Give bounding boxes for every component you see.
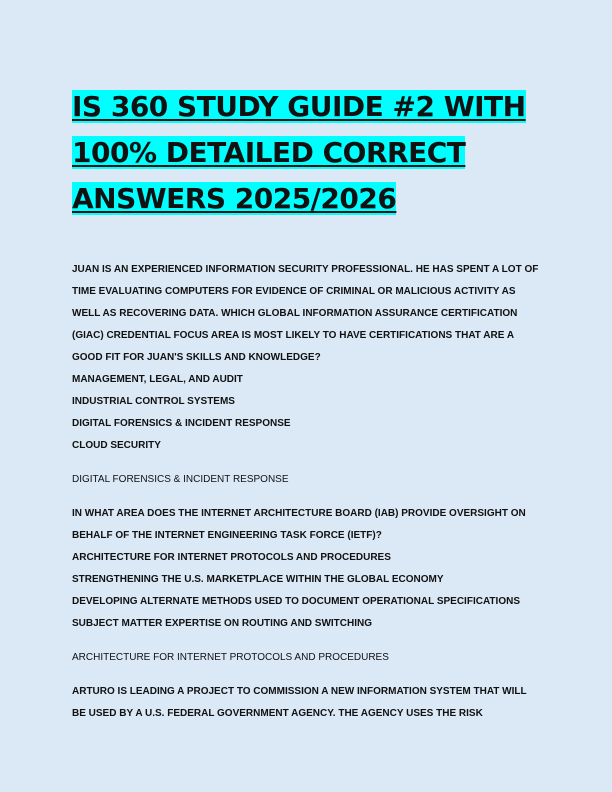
question-text: ARTURO IS LEADING A PROJECT TO COMMISSION A NEW INFORMATION SYSTEM THAT WILL BE USED BY A U.S. FEDERAL GOVERNMENT AGENCY. THE AGENCY USES THE RISK: [72, 686, 527, 719]
document-title: [72, 84, 542, 222]
option-item: INDUSTRIAL CONTROL SYSTEMS: [72, 396, 235, 407]
option-item: DEVELOPING ALTERNATE METHODS USED TO DOCUMENT OPERATIONAL SPECIFICATIONS: [72, 596, 520, 607]
title-line-3: ANSWERS 2025/2026: [72, 182, 397, 215]
title-line-2: 100% DETAILED CORRECT: [72, 136, 466, 169]
option-item: STRENGTHENING THE U.S. MARKETPLACE WITHIN THE GLOBAL ECONOMY: [72, 574, 444, 585]
option-item: CLOUD SECURITY: [72, 440, 161, 451]
question-block-3: [72, 681, 542, 725]
study-content: [72, 259, 542, 725]
answer-text: DIGITAL FORENSICS & INCIDENT RESPONSE: [72, 474, 289, 485]
option-item: SUBJECT MATTER EXPERTISE ON ROUTING AND SWITCHING: [72, 618, 373, 629]
title-line-1: IS 360 STUDY GUIDE #2 WITH: [72, 90, 526, 123]
question-text: JUAN IS AN EXPERIENCED INFORMATION SECURITY PROFESSIONAL. HE HAS SPENT A LOT OF TIME EVALUATING COMPUTERS FOR EVIDENCE OF CRIMINAL OR MALICIOUS ACTIVITY AS WELL AS RECOVERING DATA. WHICH GLOBAL INFORMATION ASSURANCE CERTIFICATION (GIAC) CREDENTIAL FOCUS AREA IS MOST LIKELY TO HAVE CERTIFICATIONS THAT ARE A GOOD FIT FOR JUAN'S SKILLS AND KNOWLEDGE?: [72, 264, 539, 363]
option-item: ARCHITECTURE FOR INTERNET PROTOCOLS AND PROCEDURES: [72, 552, 391, 563]
option-item: MANAGEMENT, LEGAL, AND AUDIT: [72, 374, 243, 385]
answer-text: ARCHITECTURE FOR INTERNET PROTOCOLS AND PROCEDURES: [72, 652, 389, 663]
option-item: DIGITAL FORENSICS & INCIDENT RESPONSE: [72, 418, 291, 429]
question-text: IN WHAT AREA DOES THE INTERNET ARCHITECTURE BOARD (IAB) PROVIDE OVERSIGHT ON BEHALF OF THE INTERNET ENGINEERING TASK FORCE (IETF)?: [72, 508, 526, 541]
question-block-2: [72, 503, 542, 669]
question-block-1: [72, 259, 542, 491]
